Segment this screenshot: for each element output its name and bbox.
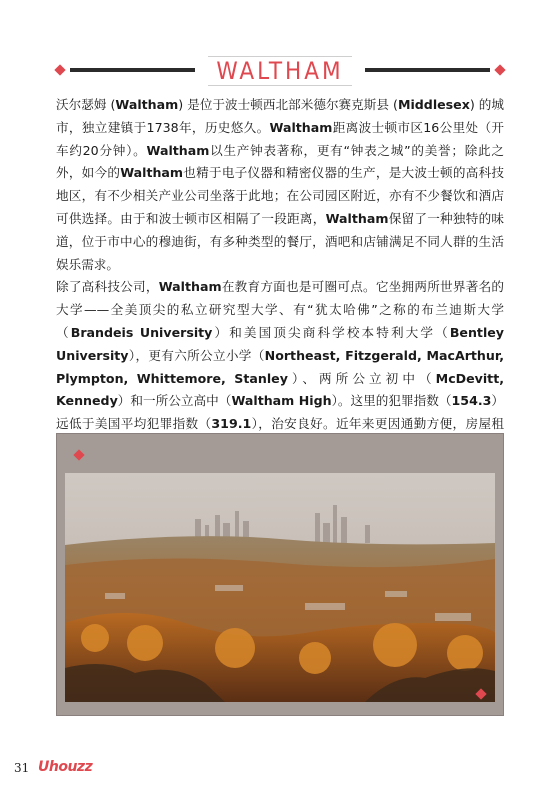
text-run: Bentley University — [56, 324, 505, 363]
text-run: ）和一所公立高中（ — [117, 393, 232, 409]
text-run: Waltham — [115, 97, 179, 112]
article-body — [56, 94, 504, 459]
text-run: Waltham High — [231, 393, 332, 409]
text-run: Middlesex — [397, 97, 470, 112]
text-run: 沃尔瑟姆 ( — [56, 97, 116, 112]
diamond-icon — [494, 64, 505, 75]
text-run: 距离波士顿市区16公里处（开车约20分钟）。 — [56, 119, 504, 158]
text-run: Waltham — [269, 119, 333, 135]
diamond-icon — [54, 64, 65, 75]
text-run: ），更有六所公立小学（ — [128, 347, 265, 363]
text-run: Northeast, Fitzgerald, MacArthur, Plympton, Whittemore, Stanley — [56, 347, 505, 386]
text-run: 319.1 — [211, 416, 252, 432]
text-run: 保留了一种独特的味道，位于市中心的穆迪街，有多种类型的餐厅，酒吧和店铺满足不同人群的生活娱乐需求。 — [56, 210, 505, 272]
text-run: Brandeis University — [70, 324, 213, 340]
text-run: 在教育方面也是可圈可点。它坐拥两所世界著名的大学——全美顶尖的私立研究型大学、有“犹太哈佛”之称的布兰迪斯大学（ — [56, 279, 505, 340]
text-run: McDevitt, Kennedy — [56, 370, 504, 409]
header-rule-left — [70, 68, 195, 72]
text-run: ），治安良好。近年来更因通勤方便，房屋租 — [251, 416, 504, 432]
section-header — [56, 56, 504, 86]
brand-logo: Uhouzz — [38, 759, 93, 775]
text-run: ）。这里的犯罪指数（ — [331, 393, 452, 409]
photo-frame — [56, 433, 504, 716]
text-run: 除了高科技公司， — [56, 279, 159, 295]
page-number: 31 — [14, 761, 30, 775]
text-run: ）、两所公立初中（ — [287, 370, 436, 386]
text-run: Waltham — [325, 210, 389, 226]
text-run: ）远低于美国平均犯罪指数（ — [56, 393, 505, 432]
text-run: 154.3 — [451, 393, 492, 409]
header-title-box — [208, 56, 352, 86]
text-run: ) 是位于波士顿西北部米德尔赛克斯县 ( — [178, 97, 398, 112]
autumn-landscape-illustration — [65, 473, 495, 702]
page-title: WALTHAM — [216, 57, 344, 85]
article-paragraph-1 — [56, 94, 504, 276]
text-run: Waltham — [120, 165, 184, 181]
city-skyline-photo — [65, 473, 495, 702]
diamond-icon — [73, 449, 84, 460]
text-run: ) 的城市，独立建镇于1738年，历史悠久。 — [56, 97, 504, 135]
header-rule-right — [365, 68, 490, 72]
text-run: Waltham — [146, 142, 210, 158]
text-run: 以生产钟表著称，更有“钟表之城”的美誉；除此之外，如今的 — [56, 142, 504, 181]
article-paragraph-2 — [56, 276, 504, 458]
text-run: 也精于电子仪器和精密仪器的生产，是大波士顿的高科技地区，有不少相关产业公司坐落于此地；在公司园区附近，亦有不少餐饮和酒店可供选择。由于和波士顿市区相隔了一段距离， — [56, 165, 505, 226]
text-run: ）和美国顶尖商科学校本特利大学（ — [212, 324, 450, 340]
text-run: Waltham — [158, 279, 222, 295]
